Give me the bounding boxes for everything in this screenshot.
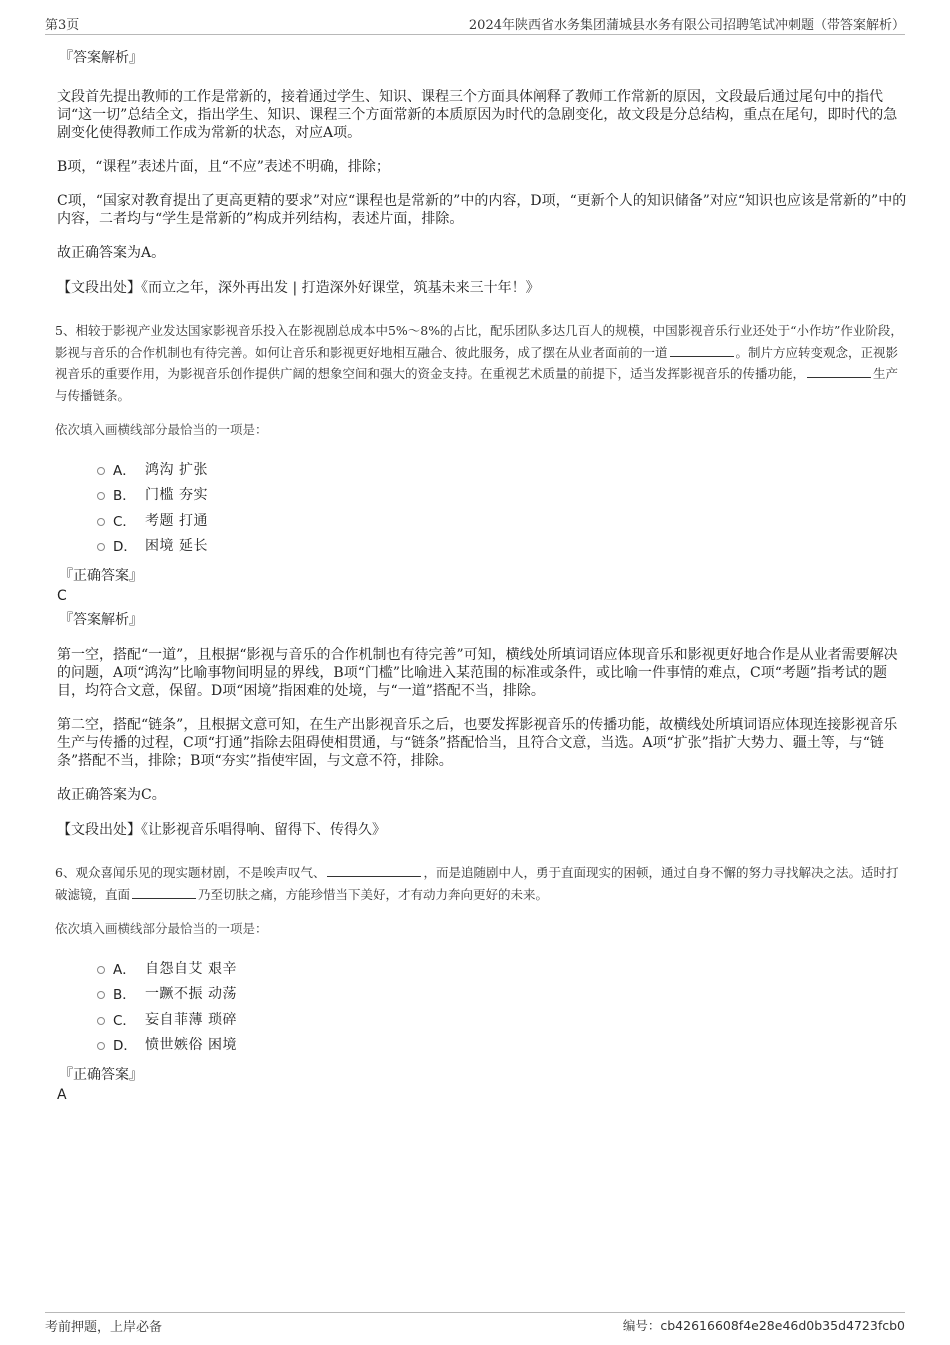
document-code: 编号：cb42616608f4e28e46d0b35d4723fcb0 [622,1318,905,1333]
explanation-paragraph: 第二空，搭配“链条”，且根据文意可知，在生产出影视音乐之后，也要发挥影视音乐的传播功能，故横线处所填词语应体现连接影视音乐生产与传播的过程，C项“打通”指除去阻碍使相贯通，与“链条”搭配恰当，且符合文意，当选。A项“扩张”指扩大势力、疆土等，与“链条”搭配不当，排除；B项“夯实”指使牢固，与文意不符，排除。 [57,717,898,769]
page-content [57,48,907,1107]
option-c[interactable]: C． 妄自菲薄 琐碎 [97,1006,907,1032]
radio-icon[interactable] [97,1017,105,1025]
explanation-paragraph: 故正确答案为C。 [57,787,166,803]
footer-slogan: 考前押题，上岸必备 [45,1320,163,1335]
option-b[interactable]: B． 门槛 夯实 [97,482,907,508]
answer-blank [132,884,196,899]
radio-icon[interactable] [97,991,105,999]
radio-icon[interactable] [97,1042,105,1050]
option-c[interactable]: C． 考题 打通 [97,507,907,533]
radio-icon[interactable] [97,518,105,526]
option-d[interactable]: D． 愤世嫉俗 困境 [97,1032,907,1058]
source-citation: 【文段出处】《而立之年，深外再出发 | 打造深外好课堂，筑基未来三十年！》 [57,280,540,296]
correct-answer: A [57,1087,67,1103]
question-6-text: 6、观众喜闻乐见的现实题材剧，不是唉声叹气、 ，而是追随剧中人，勇于直面现实的困顿，通过自身不懈的努力寻找解决之法。适时打破滤镜，直面 乃至切肤之痛，方能珍惜当下美好，才有动力奔向更好的未来。 [55,862,907,905]
correct-answer: C [57,588,67,604]
page-header [45,12,905,35]
option-a[interactable]: A． 鸿沟 扩张 [97,456,907,482]
explanation-paragraph: B项，“课程”表述片面，且“不应”表述不明确，排除； [57,159,390,175]
option-d[interactable]: D． 困境 延长 [97,533,907,559]
question-5-text: 5、相较于影视产业发达国家影视音乐投入在影视剧总成本中5%～8%的占比，配乐团队多达几百人的规模，中国影视音乐行业还处于“小作坊”作业阶段，影视与音乐的合作机制也有待完善。如何让音乐和影视更好地相互融合、彼此服务，成了摆在从业者面前的一道 。制片方应转变观念，正视影视音乐的重要作用，为影视音乐创作提供广阔的想象空间和强大的资金支持。在重视艺术质量的前提下，适当发挥影视音乐的传播功能， 生产与传播链条。 [55,323,903,403]
radio-icon[interactable] [97,543,105,551]
radio-icon[interactable] [97,467,105,475]
radio-icon[interactable] [97,492,105,500]
option-a[interactable]: A． 自怨自艾 艰辛 [97,955,907,981]
explanation-paragraph: 第一空，搭配“一道”，且根据“影视与音乐的合作机制也有待完善”可知，横线处所填词语应体现音乐和影视更好地合作是从业者需要解决的问题，A项“鸿沟”比喻事物间明显的界线，B项“门槛”比喻进入某范围的标准或条件，或比喻一件事情的难点，C项“考题”指考试的题目，均符合文意，保留。D项“困境”指困难的处境，与“一道”搭配不当，排除。 [57,647,898,699]
source-citation: 【文段出处】《让影视音乐唱得响、留得下、传得久》 [57,822,386,838]
answer-blank [327,862,421,877]
radio-icon[interactable] [97,966,105,974]
answer-blank [670,342,734,357]
answer-label: 『正确答案』 [59,568,143,584]
page-footer [45,1312,905,1335]
page-number: 第3页 [45,18,80,33]
question-5-options [97,456,907,558]
explanation-paragraph: C项，“国家对教育提出了更高更精的要求”对应“课程也是常新的”中的内容，D项，“更新个人的知识储备”对应“知识也应该是常新的”中的内容，二者均与“学生是常新的”构成并列结构，表述片面，排除。 [57,193,907,227]
explanation-paragraph: 文段首先提出教师的工作是常新的，接着通过学生、知识、课程三个方面具体阐释了教师工作常新的原因，文段最后通过尾句中的指代词“这一切”总结全文，指出学生、知识、课程三个方面常新的本质原因为时代的急剧变化，故文段是分总结构，重点在尾句，即时代的急剧变化使得教师工作成为常新的状态，对应A项。 [57,89,898,141]
answer-label: 『正确答案』 [59,1067,143,1083]
question-instruction: 依次填入画横线部分最恰当的一项是： [55,422,268,437]
option-b[interactable]: B． 一蹶不振 动荡 [97,981,907,1007]
explanation-paragraph: 故正确答案为A。 [57,245,166,261]
question-instruction: 依次填入画横线部分最恰当的一项是： [55,921,268,936]
question-6-options [97,955,907,1057]
explanation-label: 『答案解析』 [59,612,143,628]
document-title: 2024年陕西省水务集团蒲城县水务有限公司招聘笔试冲刺题（带答案解析） [468,18,905,33]
answer-blank [807,363,871,378]
explanation-label: 『答案解析』 [59,50,143,66]
